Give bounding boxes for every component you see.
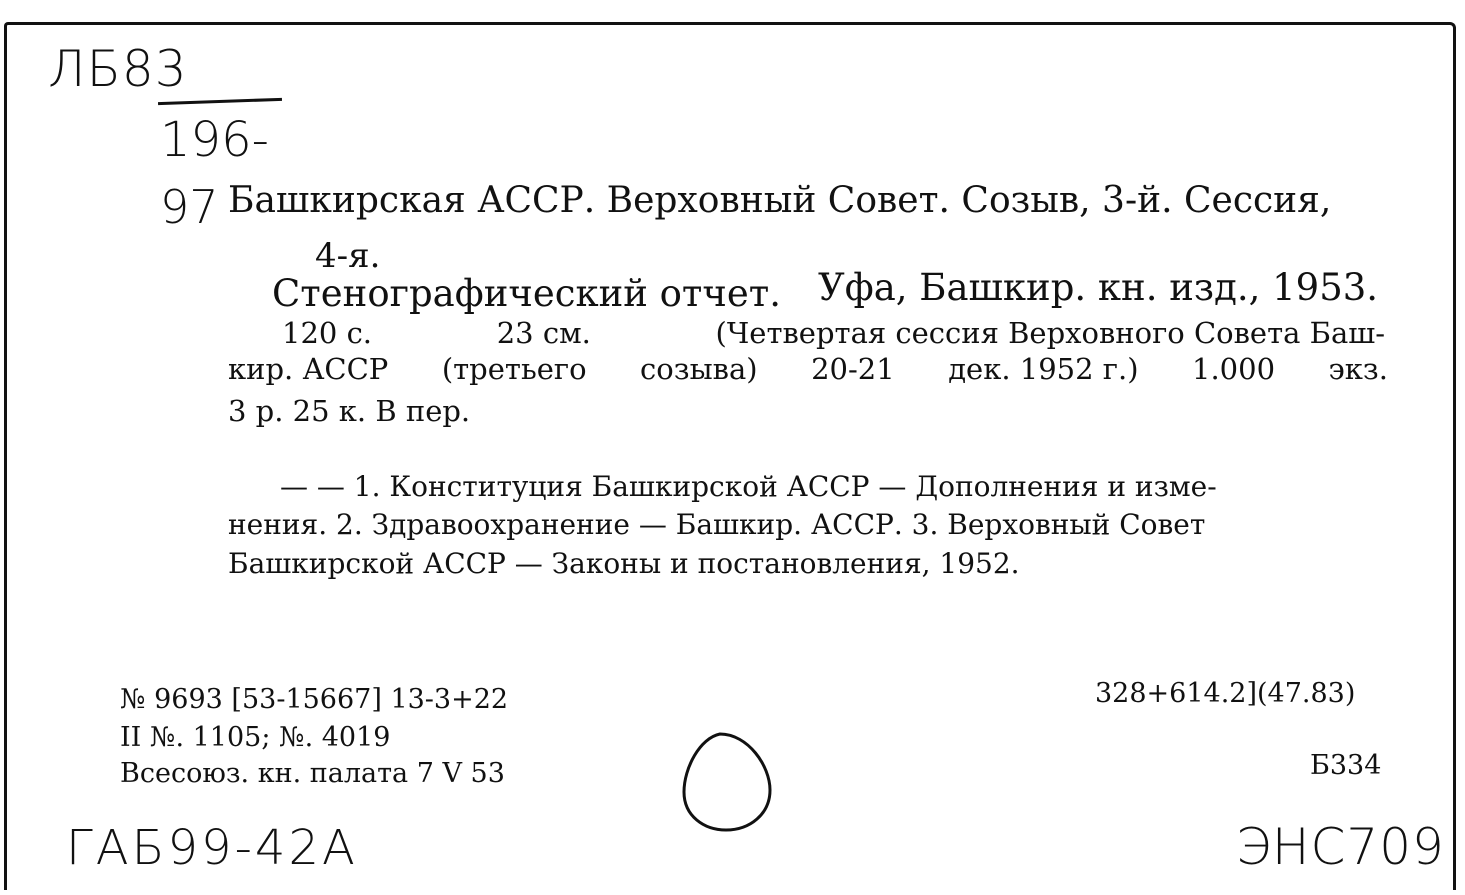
publication-info: Уфа, Башкир. кн. изд., 1953. <box>818 266 1379 309</box>
description-line-2 <box>228 352 1388 386</box>
heading-line-2: 4-я. <box>315 236 381 276</box>
desc-part: кир. АССР <box>228 352 389 386</box>
title-statement: Стенографический отчет. <box>272 272 781 315</box>
imprint-line-3: Всесоюз. кн. палата 7 V 53 <box>120 758 505 789</box>
desc-part: созыва) <box>640 352 758 386</box>
series-note-start: (Четвертая сессия Верховного Совета Баш- <box>715 316 1385 350</box>
heading-line-1: Башкирская АССР. Верховный Совет. Созыв, 3-й. Сессия, <box>228 180 1332 221</box>
handwritten-bottom-right-code: ЭНС709 <box>1236 818 1445 876</box>
handwritten-bottom-left-code: ГАБ99-42А <box>66 820 358 876</box>
desc-part: (третьего <box>441 352 587 386</box>
handwritten-top-code: ЛБ83 <box>48 40 188 98</box>
description-line-1 <box>282 316 1385 350</box>
size: 23 см. <box>496 316 591 350</box>
card-punch-hole <box>678 728 778 838</box>
print-run: 1.000 <box>1192 352 1276 386</box>
udc-code: 328+614.2](47.83) <box>1095 678 1356 709</box>
subjects-line-1: — — 1. Конституция Башкирской АССР — Дополнения и изме- <box>280 470 1217 503</box>
subjects-line-3: Башкирской АССР — Законы и постановления, 1952. <box>228 547 1020 580</box>
price-binding: 3 р. 25 к. В пер. <box>228 394 471 428</box>
subjects-line-2: нения. 2. Здравоохранение — Башкир. АССР. 3. Верховный Совет <box>228 508 1206 541</box>
author-mark: Б334 <box>1310 750 1382 781</box>
handwritten-classmark-lower: 97 <box>160 180 219 234</box>
handwritten-classmark-upper: 196- <box>160 112 269 168</box>
imprint-line-1: № 9693 [53-15667] 13-3+22 <box>120 684 509 715</box>
pages: 120 с. <box>282 316 373 350</box>
desc-part: экз. <box>1328 352 1388 386</box>
desc-part: 20-21 <box>811 352 895 386</box>
imprint-line-2: II №. 1105; №. 4019 <box>120 722 391 753</box>
desc-part: дек. 1952 г.) <box>948 352 1139 386</box>
